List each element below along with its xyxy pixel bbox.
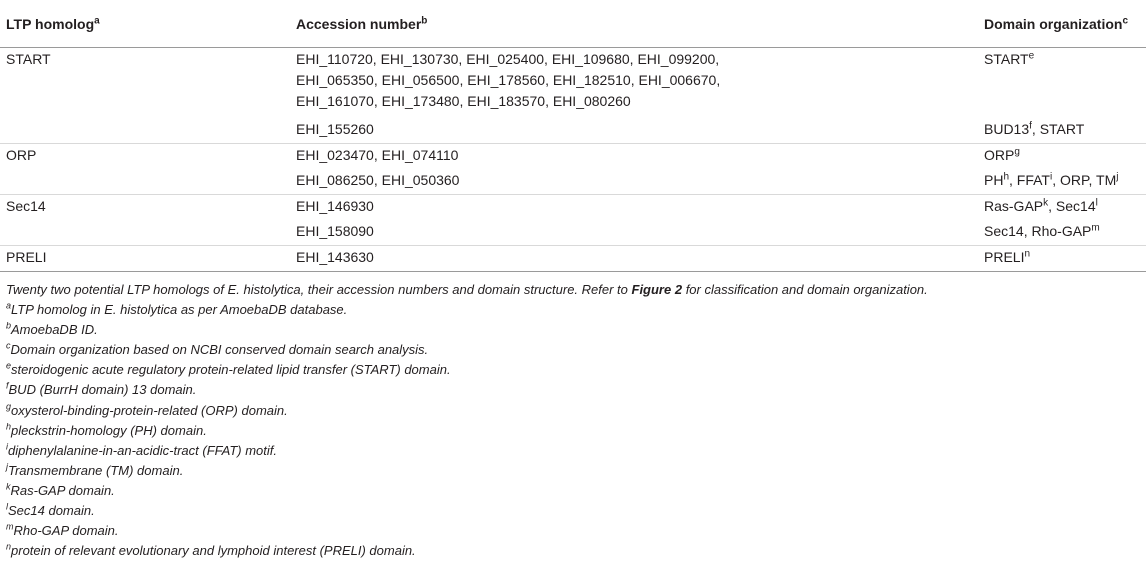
accession-cell: EHI_146930 <box>296 194 984 220</box>
footnote: $^e$steroidogenic acute regulatory protein-related lipid transfer (START) domain. <box>6 361 451 378</box>
table-footnotes <box>6 280 1136 561</box>
accession-cell: EHI_143630 <box>296 245 984 271</box>
footnote: $^h$pleckstrin-homology (PH) domain. <box>6 421 207 438</box>
domain-cell: BUD13$^f$, START <box>984 119 1085 137</box>
table-row <box>0 220 1146 246</box>
domain-cell: PRELI$^n$ <box>984 245 1146 271</box>
accession-cell: EHI_110720, EHI_130730, EHI_025400, EHI_109680, EHI_099200, EHI_065350, EHI_056500, EHI_178560, EHI_182510, EHI_006670, EHI_161070, EHI_173480, EHI_183570, EHI_080260 <box>296 51 721 109</box>
table-row <box>0 48 1146 118</box>
homolog-cell <box>0 220 296 246</box>
header-row <box>0 0 1146 48</box>
accession-cell: EHI_155260 <box>296 120 374 137</box>
accession-cell: EHI_023470, EHI_074110 <box>296 143 984 169</box>
table-row <box>0 169 1146 195</box>
table-row <box>0 143 1146 169</box>
footnote: $^f$BUD (BurrH domain) 13 domain. <box>6 381 197 398</box>
header-ltp-homolog: LTP homolog$^a$ <box>0 0 296 48</box>
homolog-cell: ORP <box>0 143 296 169</box>
domain-cell: Ras-GAP$^k$, Sec14$^l$ <box>984 194 1146 220</box>
homolog-cell <box>0 118 296 144</box>
header-accession-number: Accession number$^b$ <box>296 0 984 48</box>
header-domain-organization: Domain organization$^c$ <box>984 0 1146 48</box>
table-row <box>0 194 1146 220</box>
homolog-cell: START <box>6 51 51 67</box>
footnote: $^i$diphenylalanine-in-an-acidic-tract (FFAT) motif. <box>6 441 277 458</box>
footnote: $^n$protein of relevant evolutionary and lymphoid interest (PRELI) domain. <box>6 541 416 559</box>
footnote: $^j$Transmembrane (TM) domain. <box>6 461 184 478</box>
domain-cell: Sec14, Rho-GAP$^m$ <box>984 221 1100 239</box>
homolog-cell: PRELI <box>0 245 296 271</box>
accession-cell: EHI_158090 <box>296 222 374 239</box>
table-caption: Twenty two potential LTP homologs of E. histolytica, their accession numbers and domain structure. Refer to Figure 2 for classification and domain organization. <box>6 282 928 297</box>
footnote: $^c$Domain organization based on NCBI conserved domain search analysis. <box>6 340 429 358</box>
footnote: $^m$Rho-GAP domain. <box>6 521 119 539</box>
domain-cell: START$^e$ <box>984 50 1035 67</box>
accession-cell: EHI_086250, EHI_050360 <box>296 171 460 188</box>
domain-cell: $PH^h$, FFAT$^i$, ORP, $TM^j$ <box>984 170 1119 188</box>
domain-cell: ORP$^g$ <box>984 143 1146 169</box>
footnote: $^a$LTP homolog in E. histolytica as per AmoebaDB database. <box>6 300 348 318</box>
footnote: $^b$AmoebaDB ID. <box>6 320 98 338</box>
figure-link[interactable]: Figure 2 <box>631 282 683 297</box>
table-row <box>0 118 1146 144</box>
homolog-cell <box>0 169 296 195</box>
footnote: $^l$Sec14 domain. <box>6 501 95 519</box>
footnote: $^k$Ras-GAP domain. <box>6 481 115 498</box>
table-row <box>0 245 1146 271</box>
homolog-cell: Sec14 <box>0 194 296 220</box>
footnote: $^g$oxysterol-binding-protein-related (ORP) domain. <box>6 401 288 418</box>
ltp-table <box>0 0 1146 272</box>
